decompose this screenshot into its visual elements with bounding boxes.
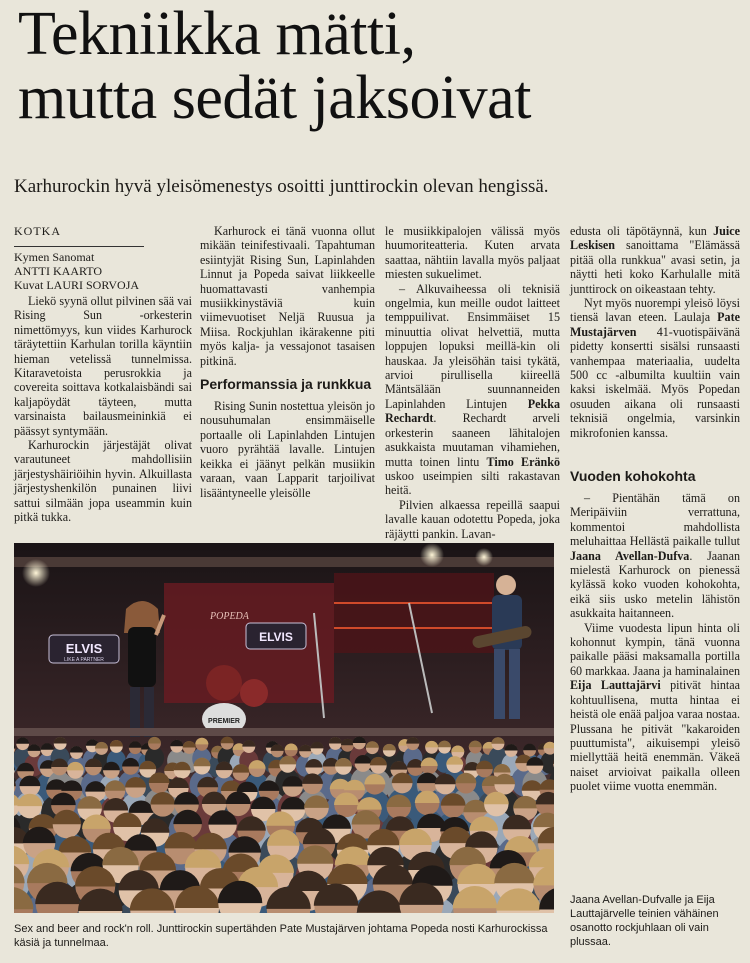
headline-line-2: mutta sedät jaksoivat	[18, 64, 531, 132]
paragraph: Liekö syynä ollut pilvinen sää vai Rising Sun -orkesterin nimettömyys, kun viides Karhurock täräytettiin Karhulan torilla käyntiin hieman vetelissä tunnelmissa. Kitaravetoista perusrokkia ja covereita soittava kotkalaisbändi sai kaljapöydät täyteen, mutta varsinaista bailausmeininkiä ei päässyt syntymään.	[14, 294, 192, 438]
elvis-sign-left	[49, 635, 119, 663]
article-column-5	[570, 460, 740, 794]
byline-rule	[14, 246, 144, 247]
sign-text: ELVIS	[65, 641, 103, 656]
photo-caption: Sex and beer and rock'n roll. Junttirockin supertähden Pate Mustajärven johtama Popeda nosti Karhurockissa käsiä ja tunnelmaa.	[14, 923, 548, 949]
byline	[14, 246, 144, 292]
crowd	[14, 736, 554, 913]
section-heading: Vuoden kohokohta	[570, 468, 696, 484]
concert-photo-image	[14, 543, 554, 913]
subheadline: Karhurockin hyvä yleisömenestys osoitti junttirockin olevan hengissä.	[14, 176, 549, 197]
paragraph: le musiikkipalojen välissä myös huumoriteatteria. Kuten arvata saattaa, nähtiin lavalla myös paljaat miesten sukuelimet.	[385, 224, 560, 282]
article-column-1	[14, 294, 192, 525]
stage-light	[420, 543, 444, 567]
paragraph: Rising Sunin nostettua yleisön jo nousuhumalan ensimmäiselle portaalle oli Lapinlahden Lintujen vuoro pyrähtää lavalle. Lintujen keikka ei jäänyt pelkän musiikin varaan, vaan Lapparit tarjoilivat lisääntyneelle yleisölle	[200, 399, 375, 500]
elvis-sign-right	[246, 623, 306, 649]
backdrop-panel	[334, 573, 494, 653]
person-name: Pate Mustajärven	[570, 310, 740, 339]
person-name: Eija Lauttajärvi	[570, 678, 661, 693]
drum-label: PREMIER	[208, 718, 240, 725]
side-photo-caption: Jaana Avellan-Dufvalle ja Eija Lauttajärvelle teinien vähäinen osanotto rockjuhlaan oli vain plussaa.	[570, 894, 719, 948]
lighting-truss	[14, 557, 554, 567]
text: pitivät hintaa kohtuullisena, mutta hintaa ei heistä ole enää paljoa varaa nostaa. Plussana he pitivät "kakaroiden puuttumista", aikuisempi yleisö miellyttää heitä enemmän. Väkeä naiset arvioivat paikalla olleen puolet viime vuotta enemmän.	[570, 678, 740, 794]
paragraph: Karhurockin järjestäjät olivat varautuneet mahdollisiin järjestyshäiriöihin hyvin. Alkuillasta järjestyshenkilön punainen liivi sattui silmään jopa useammin kuin pitkä tukka.	[14, 438, 192, 525]
text: . Rechardt arveli orkesterin saaneen lähitalojen asukkaista muutaman vihamiehen, mutta toinen lintu	[385, 411, 560, 469]
paragraph: Pilvien alkaessa repeillä saapui lavalle kauan odotettu Popeda, joka räjäytti pankin. Lavan-	[385, 497, 560, 541]
paragraph	[570, 491, 740, 621]
text: 41-vuotispäivänä pidetty konsertti sisälsi runsaasti vanhempaa materiaalia, uudelta 500 cc -albumilta kuultiin vain kaksi iskelmää. Myös Popedan osuuden aikana oli runsaasti teknisiä ongelmia, varsinkin mikrofonien kanssa.	[570, 324, 740, 440]
byline-paper: Kymen Sanomat	[14, 250, 95, 264]
text: Viime vuodesta lipun hinta oli kohonnut kympin, tänä vuonna paikalle pääsi maksamalla portilla 60 markkaa. Jaana ja haminalainen	[570, 620, 740, 678]
dateline: KOTKA	[14, 224, 61, 238]
paragraph	[570, 296, 740, 440]
stage-edge	[14, 728, 554, 736]
concert-photo	[14, 543, 554, 913]
text: – Alkuvaiheessa oli teknisiä ongelmia, kun meille oudot laitteet temppuilivat. Ensimmäiset 15 minuuttia olivat helvettiä, mutta loppujen lopuksi meillä-kin oli hauskaa. Ja yleisöhän taisi tykätä, arvioi pirullisella kiireellä Mäntsälään suunnanneiden Lapinlahden Lintujen	[385, 281, 560, 411]
sign-subtext: LIKE A PARTNER	[64, 657, 104, 663]
byline-photographer: Kuvat LAURI SORVOJA	[14, 278, 140, 292]
paragraph	[385, 282, 560, 498]
article-column-4	[570, 224, 740, 440]
stage-light	[475, 548, 493, 566]
person-name: Timo Eränkö	[486, 454, 560, 469]
text: . Jaanan mielestä Karhurock on pienessä kylässä koko vuoden kohokohta, eikä siis usko metelin lähistön asukkaita haitanneen.	[570, 548, 741, 621]
sign-text: ELVIS	[259, 630, 293, 644]
person-name: Juice Leskisen	[570, 224, 740, 253]
text: edusta oli täpötäynnä, kun	[570, 224, 714, 238]
text: sanoittama "Elämässä pitää olla runkkua" avasi setin, ja näytti heti koko Karhulalle mitä junttirock on oikeastaan tehty.	[570, 238, 740, 296]
byline-author: ANTTI KAARTO	[14, 264, 103, 278]
person-name: Pekka Rechardt	[385, 396, 560, 426]
text: – Pientähän tämä on Meripäiviin verrattuna, kommentoi mahdollista meluhaittaa Hellästä paikalle tullut	[570, 491, 740, 549]
headline	[18, 2, 738, 130]
section-heading: Performanssia ja runkkua	[200, 376, 372, 393]
person-name: Jaana Avellan-Dufva	[570, 548, 690, 563]
article-column-3	[385, 224, 560, 541]
paragraph	[570, 224, 740, 296]
text: uskoo useimpien silti rakastavan heitä.	[385, 468, 560, 498]
paragraph	[570, 621, 740, 794]
stage-light	[22, 559, 50, 587]
headline-line-1: Tekniikka mätti,	[18, 0, 416, 68]
band-banner: POPEDA	[210, 611, 249, 622]
article-column-2	[200, 224, 375, 500]
text: Nyt myös nuorempi yleisö löysi tiensä lavan eteen. Laulaja	[570, 296, 740, 325]
paragraph: Karhurock ei tänä vuonna ollut mikään teinifestivaali. Tapahtuman esiintyjät Rising Sun, Lapinlahden Linnut ja Popeda saivat liikkeelle huomattavasti vanhempia musiikkinystäviä kuin viimevuotiset Neljä Ruusua ja Miisa. Rockjuhlan ikärakenne piti myös kalja- ja vessajonot tasaisen pitkinä.	[200, 224, 375, 368]
